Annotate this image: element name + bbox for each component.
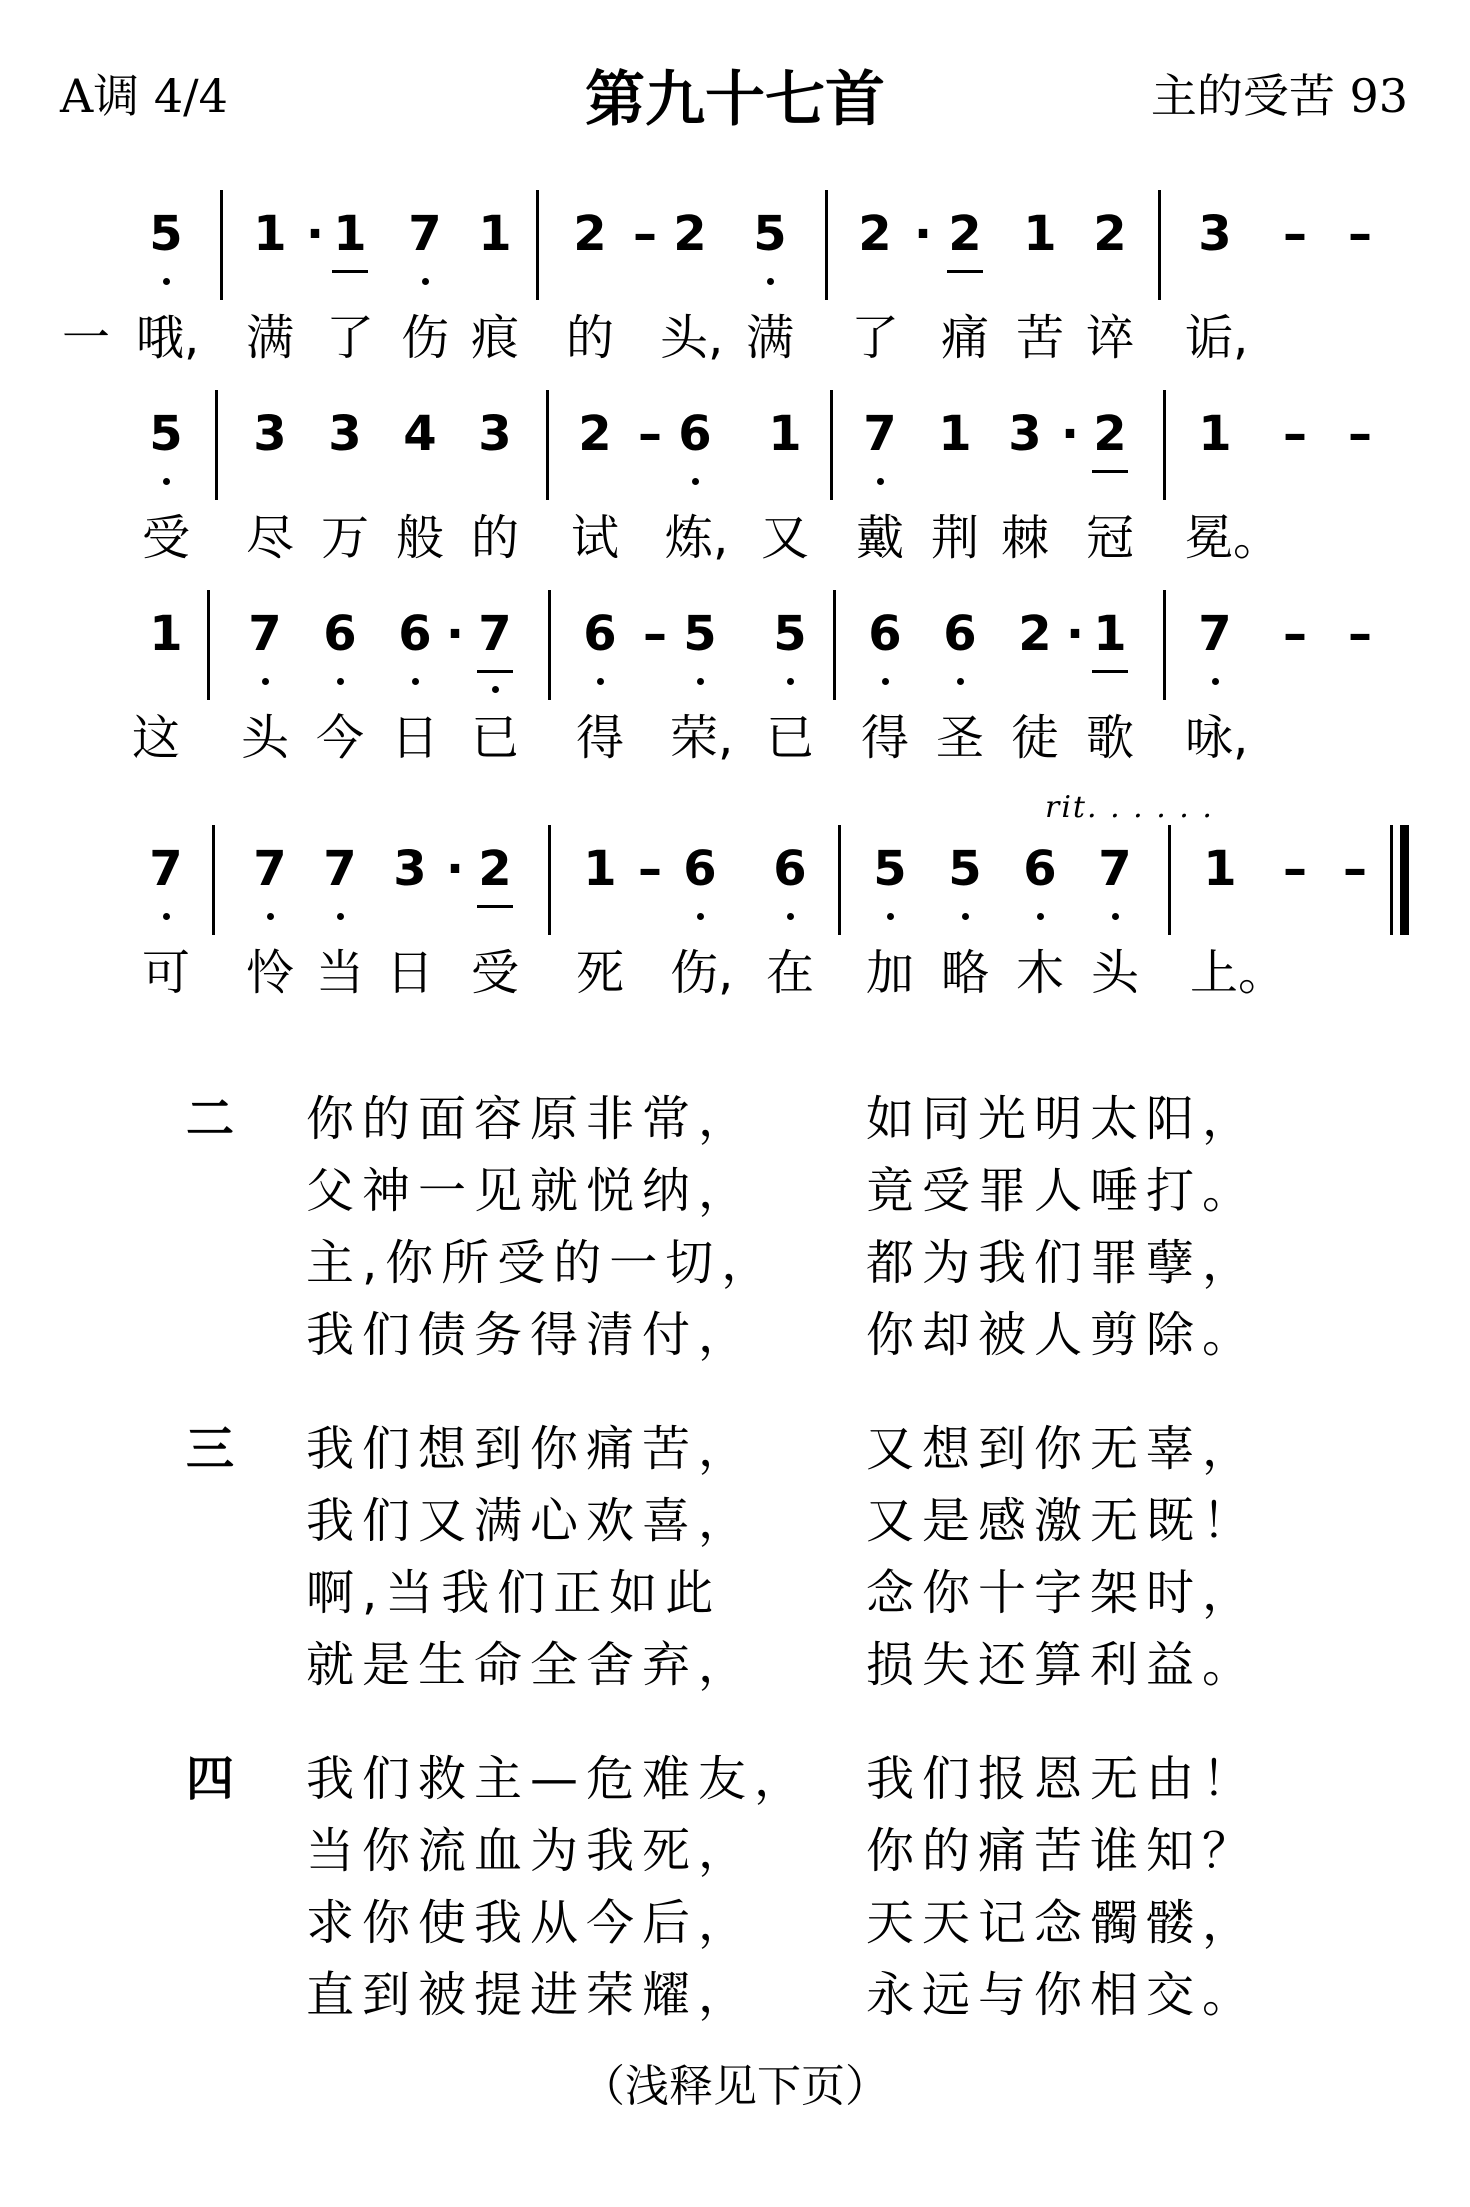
bar-line (825, 190, 828, 300)
note: 6 (570, 604, 630, 664)
verse-line: 我们又满心欢喜， (306, 1493, 755, 1549)
dash: – (1343, 841, 1367, 897)
verse-line: 损失还算利益。 (866, 1637, 1259, 1693)
bar-line (212, 825, 215, 935)
lyric-line (0, 508, 1470, 578)
augmentation-dot: · (305, 206, 325, 262)
lyric: 得 (860, 710, 909, 766)
note: 6 (385, 604, 445, 664)
augmentation-dot: · (913, 206, 933, 262)
lyric: 般 (395, 510, 444, 566)
lyric: 已 (470, 710, 519, 766)
bar-line (1163, 390, 1166, 500)
augmentation-dot: · (445, 841, 465, 897)
verse-line: 天天记念髑髅， (866, 1895, 1259, 1951)
lyric: 试 (570, 510, 619, 566)
verse-line: 父神一见就悦纳， (306, 1163, 755, 1219)
note: 6 (1010, 839, 1070, 899)
note: 3 (1198, 206, 1232, 262)
note: 2 (1018, 606, 1052, 662)
verse-line: 如同光明太阳， (866, 1091, 1259, 1147)
verse-line: 又是感激无既！ (866, 1493, 1259, 1549)
verse-line: 你的面容原非常， (306, 1091, 755, 1147)
note: 7 (465, 604, 525, 664)
lyric: 了 (850, 310, 899, 366)
note: 1 (938, 406, 972, 462)
lyric: 荆 (930, 510, 979, 566)
note: 7 (1185, 604, 1245, 664)
verse-line: 主,你所受的一切， (306, 1235, 778, 1291)
dash: – (643, 606, 667, 662)
dash: – (1283, 841, 1307, 897)
lyric: 诟, (1185, 310, 1249, 366)
verse-line: 你的痛苦谁知？ (866, 1823, 1259, 1879)
verse-line: 永远与你相交。 (866, 1967, 1259, 2023)
note: 5 (136, 204, 196, 264)
note: 7 (310, 839, 370, 899)
dash: – (1283, 406, 1307, 462)
lyric: 头 (1090, 945, 1139, 1001)
note: 5 (860, 839, 920, 899)
bar-line (1168, 825, 1171, 935)
verse-line: 当你流血为我死， (306, 1823, 755, 1879)
note: 6 (665, 404, 725, 464)
bar-line (838, 825, 841, 935)
notation-line (0, 825, 1470, 935)
note: 1 (768, 406, 802, 462)
verse-line: 我们债务得清付， (306, 1307, 755, 1363)
lyric: 又 (760, 510, 809, 566)
lyric: 棘 (1000, 510, 1049, 566)
lyric: 苦 (1015, 310, 1064, 366)
lyric-line (0, 943, 1470, 1013)
lyric: 谇 (1085, 310, 1134, 366)
note: 6 (855, 604, 915, 664)
hymn-title: 第九十七首 (585, 65, 885, 135)
note: 1 (478, 206, 512, 262)
lyric: 可 (141, 945, 190, 1001)
lyric: 的 (470, 510, 519, 566)
note: 4 (403, 406, 437, 462)
lyric: 死 (575, 945, 624, 1001)
note: 5 (670, 604, 730, 664)
verse-number: 二 (186, 1091, 235, 1147)
lyric-line (0, 708, 1470, 778)
bar-line (833, 590, 836, 700)
lyric: 上。 (1190, 945, 1287, 1001)
verse-line: 求你使我从今后， (306, 1895, 755, 1951)
final-bar-line-thick (1400, 825, 1409, 935)
verse-line: 我们想到你痛苦， (306, 1421, 755, 1477)
lyric: 受 (470, 945, 519, 1001)
note: 1 (1023, 206, 1057, 262)
note: 2 (1093, 206, 1127, 262)
lyric: 的 (565, 310, 614, 366)
lyric: 在 (765, 945, 814, 1001)
bar-line (548, 590, 551, 700)
note: 7 (850, 404, 910, 464)
note: 2 (935, 204, 995, 264)
lyric: 痛 (940, 310, 989, 366)
lyric: 已 (765, 710, 814, 766)
notation-line (0, 190, 1470, 300)
note: 2 (673, 206, 707, 262)
ritardando-marking: rit. . . . . . (1045, 790, 1214, 825)
bar-line (546, 390, 549, 500)
note: 7 (136, 839, 196, 899)
lyric: 略 (940, 945, 989, 1001)
verse-line: 我们报恩无由！ (866, 1751, 1259, 1807)
note: 1 (320, 204, 380, 264)
note: 5 (760, 604, 820, 664)
lyric: 头 (240, 710, 289, 766)
verse-line: 就是生命全舍弃， (306, 1637, 755, 1693)
lyric: 加 (865, 945, 914, 1001)
dash: – (1348, 406, 1372, 462)
note: 7 (395, 204, 455, 264)
lyric: 怜 (245, 945, 294, 1001)
lyric: 尽 (245, 510, 294, 566)
lyric: 日 (385, 945, 434, 1001)
bar-line (536, 190, 539, 300)
dash: – (1283, 206, 1307, 262)
note: 3 (1008, 406, 1042, 462)
verse-number: 四 (186, 1751, 235, 1807)
lyric: 了 (325, 310, 374, 366)
dash: – (638, 406, 662, 462)
note: 6 (310, 604, 370, 664)
verse-line: 念你十字架时， (866, 1565, 1259, 1621)
note: 7 (1085, 839, 1145, 899)
verse-number: 三 (186, 1421, 235, 1477)
lyric: 日 (390, 710, 439, 766)
augmentation-dot: · (445, 606, 465, 662)
lyric: 痕 (470, 310, 519, 366)
note: 7 (235, 604, 295, 664)
lyric: 哦, (136, 310, 200, 366)
bar-line (215, 390, 218, 500)
lyric-line (0, 308, 1470, 378)
note: 7 (240, 839, 300, 899)
note: 2 (1080, 404, 1140, 464)
lyric: 万 (320, 510, 369, 566)
note: 5 (740, 204, 800, 264)
note: 3 (393, 841, 427, 897)
dash: – (633, 206, 657, 262)
note: 1 (253, 206, 287, 262)
note: 5 (935, 839, 995, 899)
verse-line: 竟受罪人唾打。 (866, 1163, 1259, 1219)
lyric: 木 (1015, 945, 1064, 1001)
lyric: 这 (131, 710, 180, 766)
key-signature: A调 4/4 (60, 69, 228, 123)
footnote: （浅释见下页） (581, 2061, 889, 2112)
notation-line (0, 590, 1470, 700)
lyric: 伤 (400, 310, 449, 366)
verse-line: 直到被提进荣耀， (306, 1967, 755, 2023)
verse-line: 又想到你无辜， (866, 1421, 1259, 1477)
lyric: 得 (575, 710, 624, 766)
hymn-reference: 主的受苦 93 (1150, 69, 1408, 123)
bar-line (548, 825, 551, 935)
dash: – (1283, 606, 1307, 662)
lyric: 满 (245, 310, 294, 366)
note: 5 (136, 404, 196, 464)
note: 2 (465, 839, 525, 899)
note: 6 (670, 839, 730, 899)
verse-line: 都为我们罪孽， (866, 1235, 1259, 1291)
verse-line: 我们救主—危难友， (306, 1751, 811, 1807)
note: 2 (573, 206, 607, 262)
lyric: 头, (660, 310, 724, 366)
final-bar-line-thin (1390, 825, 1393, 935)
note: 3 (253, 406, 287, 462)
augmentation-dot: · (1065, 606, 1085, 662)
lyric: 歌 (1085, 710, 1134, 766)
note: 1 (149, 606, 183, 662)
verse-number: 一 (61, 310, 110, 366)
lyric: 伤, (670, 945, 734, 1001)
note: 2 (858, 206, 892, 262)
lyric: 受 (141, 510, 190, 566)
lyric: 冠 (1085, 510, 1134, 566)
notation-line (0, 390, 1470, 500)
verse-line: 你却被人剪除。 (866, 1307, 1259, 1363)
lyric: 满 (745, 310, 794, 366)
lyric: 当 (315, 945, 364, 1001)
lyric: 今 (315, 710, 364, 766)
note: 2 (578, 406, 612, 462)
note: 1 (1203, 841, 1237, 897)
lyric: 炼, (665, 510, 729, 566)
lyric: 荣, (670, 710, 734, 766)
dash: – (638, 841, 662, 897)
bar-line (830, 390, 833, 500)
note: 3 (478, 406, 512, 462)
bar-line (1158, 190, 1161, 300)
bar-line (1163, 590, 1166, 700)
verse-line: 啊,当我们正如此 (306, 1565, 722, 1621)
note: 3 (328, 406, 362, 462)
lyric: 咏, (1185, 710, 1249, 766)
lyric: 徒 (1010, 710, 1059, 766)
dash: – (1348, 206, 1372, 262)
note: 1 (1080, 604, 1140, 664)
lyric: 冕。 (1185, 510, 1282, 566)
lyric: 戴 (855, 510, 904, 566)
bar-line (207, 590, 210, 700)
note: 1 (1198, 406, 1232, 462)
bar-line (220, 190, 223, 300)
augmentation-dot: · (1060, 406, 1080, 462)
note: 1 (583, 841, 617, 897)
lyric: 圣 (935, 710, 984, 766)
dash: – (1348, 606, 1372, 662)
note: 6 (930, 604, 990, 664)
note: 6 (760, 839, 820, 899)
